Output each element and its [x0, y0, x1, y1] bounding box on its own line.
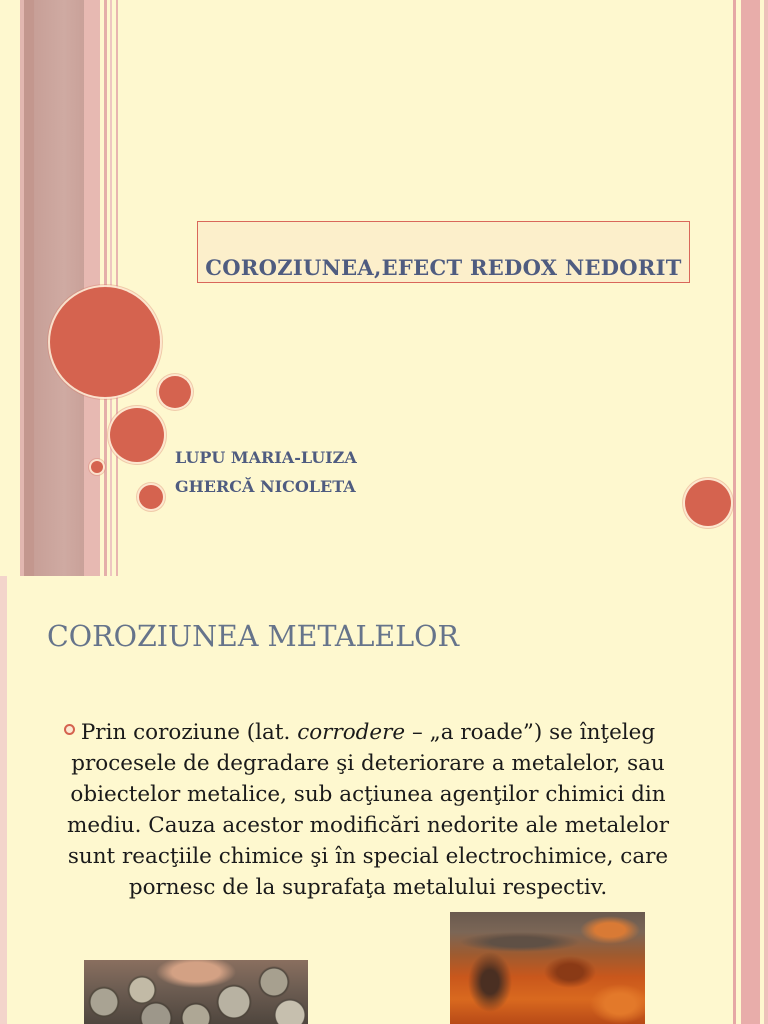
decorative-circle — [91, 461, 103, 473]
text-segment: Prin coroziune (lat. — [80, 720, 298, 745]
corroded-coins-photo — [84, 960, 308, 1024]
decorative-stripe — [733, 576, 736, 1024]
italic-term: corrodere — [297, 720, 406, 745]
author-name: LUPU MARIA-LUIZA — [175, 448, 357, 467]
slide-title: COROZIUNEA,EFECT REDOX NEDORIT — [205, 255, 682, 280]
decorative-circle — [110, 408, 164, 462]
rusty-metal-photo — [450, 912, 645, 1024]
decorative-circle — [685, 480, 731, 526]
paragraph-line: procesele de degradare şi deteriorare a metalelor, sau — [71, 751, 665, 776]
decorative-stripe — [733, 0, 736, 576]
bullet-paragraph — [60, 717, 676, 903]
decorative-stripe — [764, 576, 768, 1024]
decorative-stripe — [764, 0, 768, 576]
paragraph-line: mediu. Cauza acestor modificări nedorite ale metalelor — [67, 813, 669, 838]
decorative-stripe — [741, 0, 760, 576]
paragraph-line: pornesc de la suprafaţa metalului respectiv. — [128, 875, 608, 900]
author-name: GHERCĂ NICOLETA — [175, 477, 356, 496]
paragraph-line: obiectelor metalice, sub acţiunea agenţilor chimici din — [70, 782, 666, 807]
decorative-circle — [50, 287, 160, 397]
decorative-stripe — [34, 0, 84, 576]
paragraph-line: sunt reacţiile chimice şi în special electrochimice, care — [67, 844, 669, 869]
decorative-stripe — [0, 576, 7, 1024]
content-slide — [0, 576, 768, 1024]
decorative-stripe — [741, 576, 760, 1024]
decorative-circle — [139, 485, 163, 509]
decorative-circle — [159, 376, 191, 408]
authors — [175, 443, 357, 501]
text-segment: – „a roade”) se înţeleg — [405, 720, 656, 745]
paragraph-line — [60, 717, 676, 748]
decorative-stripe — [24, 0, 34, 576]
slide-heading: COROZIUNEA METALELOR — [47, 620, 459, 653]
